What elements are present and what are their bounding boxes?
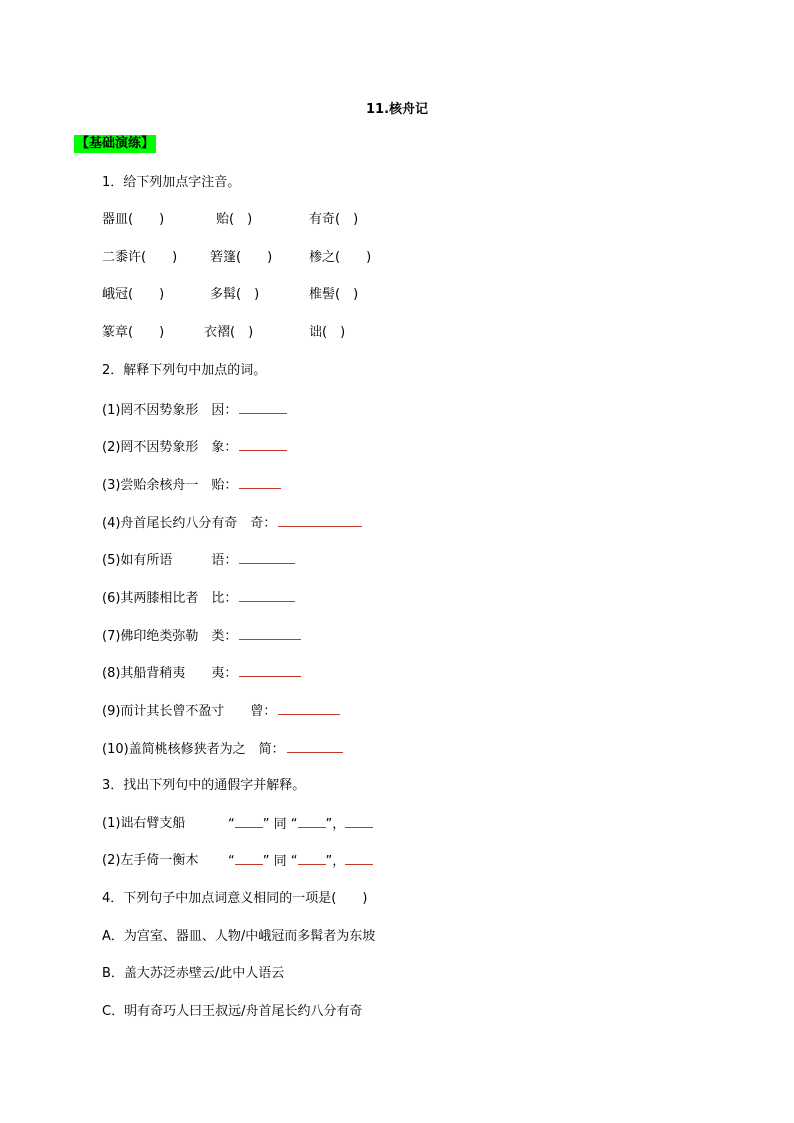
q2-item-text: (10)盖简桃核修狭者为之 简： xyxy=(102,742,285,757)
q1-cell: 峨冠( ) xyxy=(102,287,165,302)
q4-option-a: A．为宫室、器皿、人物/中峨冠而多髯者为东坡 xyxy=(102,929,376,944)
q1-cell: 多髯( ) xyxy=(210,287,260,302)
close-quote: ” xyxy=(325,854,333,869)
q3-sentence: (2)左手倚一衡木 xyxy=(102,853,199,868)
open-quote: “ xyxy=(228,854,235,869)
q2-item-text: (1)罔不因势象形 因： xyxy=(102,403,238,418)
comma: ， xyxy=(332,854,346,869)
answer-blank[interactable] xyxy=(278,701,340,715)
q2-item xyxy=(102,550,295,570)
q2-item xyxy=(102,437,287,457)
q1-cell: 篆章( ) xyxy=(102,325,165,340)
page-title: 11.核舟记 xyxy=(365,102,429,117)
q2-item-text: (7)佛印绝类弥勒 类： xyxy=(102,629,238,644)
q2-item xyxy=(102,663,301,683)
answer-blank[interactable] xyxy=(345,815,373,828)
q1-cell: 诎( ) xyxy=(309,325,346,340)
q2-item xyxy=(102,400,287,420)
q2-item-text: (5)如有所语 语： xyxy=(102,553,238,568)
answer-blank[interactable] xyxy=(239,475,281,489)
close-quote: ” xyxy=(325,817,333,832)
close-quote: ” xyxy=(262,854,270,869)
answer-blank[interactable] xyxy=(239,437,287,451)
open-quote: “ xyxy=(290,817,298,832)
answer-blank[interactable] xyxy=(235,852,263,865)
answer-blank[interactable] xyxy=(298,815,326,828)
question-1-heading: 1．给下列加点字注音。 xyxy=(102,175,241,190)
q2-item-text: (8)其船背稍夷 夷： xyxy=(102,666,238,681)
comma: ， xyxy=(332,817,346,832)
open-quote: “ xyxy=(290,854,298,869)
section-tag: 【基础演练】 xyxy=(76,136,155,151)
answer-blank[interactable] xyxy=(239,550,295,564)
q2-item-text: (3)尝贻余核舟一 贻： xyxy=(102,478,238,493)
answer-blank[interactable] xyxy=(239,663,301,677)
q2-item xyxy=(102,701,340,721)
open-quote: “ xyxy=(228,817,235,832)
answer-blank[interactable] xyxy=(287,739,343,753)
q3-sentence: (1)诎右臂支船 xyxy=(102,816,186,831)
q1-cell: 椎髻( ) xyxy=(309,287,359,302)
question-3-heading: 3．找出下列句中的通假字并解释。 xyxy=(102,778,306,793)
tong-label: 同 xyxy=(273,817,287,832)
q1-cell: 衣褶( ) xyxy=(204,325,254,340)
answer-blank[interactable] xyxy=(298,852,326,865)
q2-item xyxy=(102,626,301,646)
q2-item xyxy=(102,475,281,495)
q2-item-text: (6)其两膝相比者 比： xyxy=(102,591,238,606)
close-quote: ” xyxy=(262,817,270,832)
q2-item-text: (2)罔不因势象形 象： xyxy=(102,440,238,455)
question-4-heading: 4．下列句子中加点词意义相同的一项是( ) xyxy=(102,891,368,906)
q1-cell: 贻( ) xyxy=(216,212,253,227)
q4-option-c: C．明有奇巧人曰王叔远/舟首尾长约八分有奇 xyxy=(102,1004,363,1019)
answer-blank[interactable] xyxy=(239,400,287,414)
answer-blank[interactable] xyxy=(239,626,301,640)
answer-blank[interactable] xyxy=(278,513,362,527)
q2-item-text: (9)而计其长曾不盈寸 曾： xyxy=(102,704,277,719)
q1-cell: 有奇( ) xyxy=(309,212,359,227)
tong-label: 同 xyxy=(273,854,287,869)
answer-blank[interactable] xyxy=(239,588,295,602)
answer-blank[interactable] xyxy=(235,815,263,828)
q1-cell: 箬篷( ) xyxy=(210,250,273,265)
q1-cell: 器皿( ) xyxy=(102,212,165,227)
question-2-heading: 2．解释下列句中加点的词。 xyxy=(102,363,267,378)
q2-item-text: (4)舟首尾长约八分有奇 奇： xyxy=(102,516,277,531)
q1-cell: 二黍许( ) xyxy=(102,250,178,265)
q4-option-b: B．盖大苏泛赤壁云/此中人语云 xyxy=(102,966,285,981)
q1-cell: 椮之( ) xyxy=(309,250,372,265)
q2-item xyxy=(102,739,343,759)
q2-item xyxy=(102,588,295,608)
q2-item xyxy=(102,513,362,533)
answer-blank[interactable] xyxy=(345,852,373,865)
